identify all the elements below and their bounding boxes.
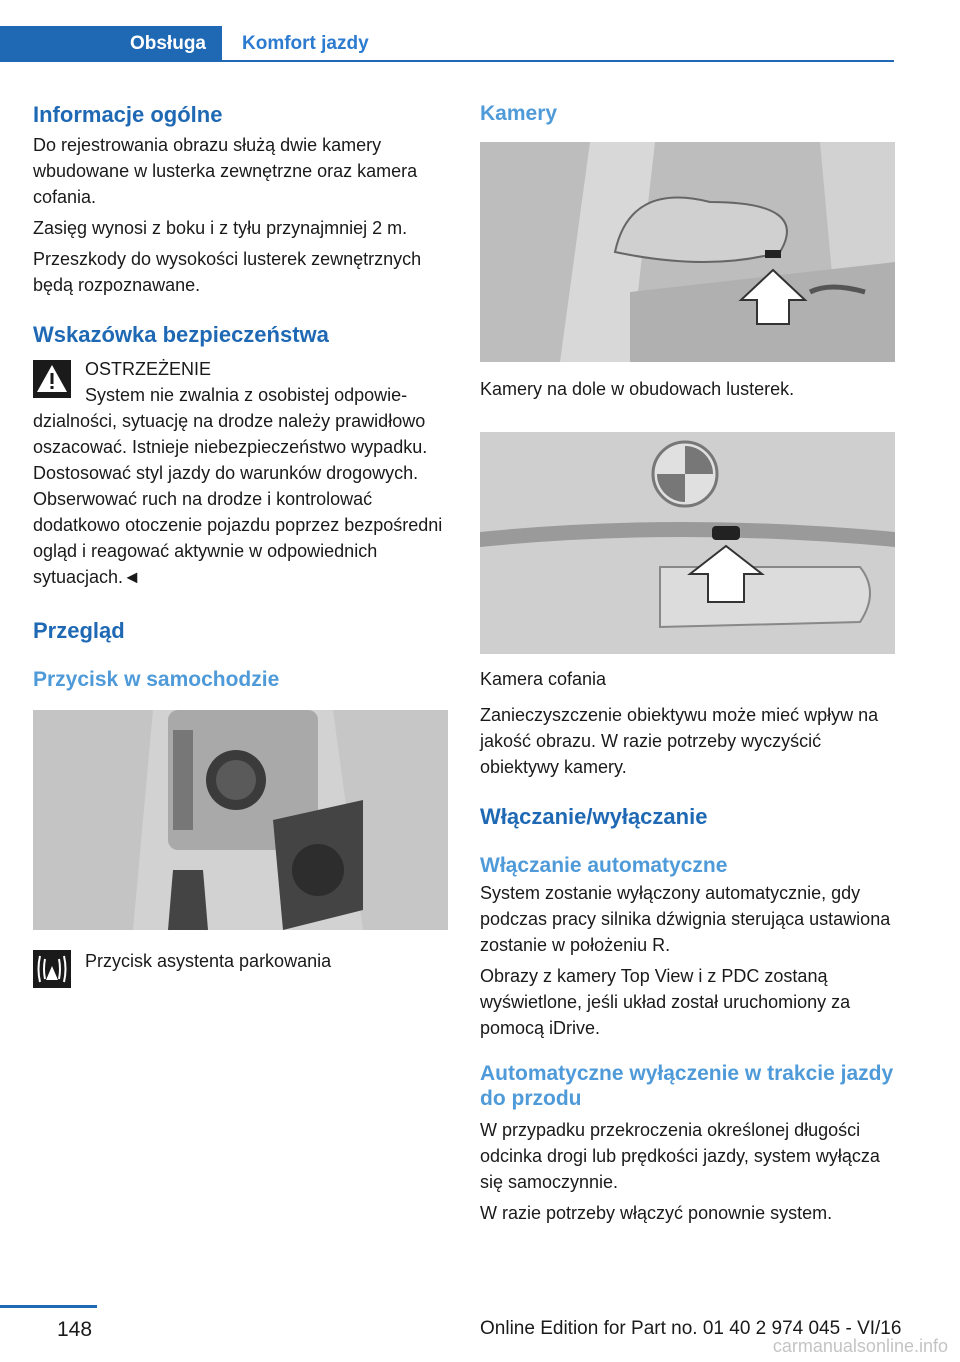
heading-auto-off: Automatyczne wyłączenie w trakcie jazdy do przodu [480,1062,894,1110]
heading-general: Informacje ogólne [33,102,223,127]
heading-auto-on: Włączanie automatyczne [480,854,728,877]
paragraph-dirt: Zanieczyszczenie obiektywu może mieć wpływ na jakość obrazu. W razie potrzeby wyczyścić obiektywy kamery. [480,705,879,777]
tab-komfort-jazdy[interactable]: Komfort jazdy [242,33,369,54]
mirror-camera-illustration [480,142,895,362]
rear-camera-caption: Kamera cofania [480,669,607,689]
heading-button-in-car: Przycisk w samochodzie [33,668,280,691]
header-tabs [0,26,369,62]
edition-info: Online Edition for Part no. 01 40 2 974 045 - VI/16 [480,1318,902,1339]
button-caption-row [33,948,448,992]
paragraph-images: Obrazy z kamery Top View i z PDC zostaną wyświetlone, jeśli układ został uruchomiony za pomocą iDrive. [480,966,851,1038]
mirror-camera-caption: Kamery na dole w obudowach lusterek. [480,379,795,399]
paragraph-obstacles: Przeszkody do wysokości lusterek zewnętrznych będą rozpoznawane. [33,249,422,295]
warning-box [33,356,448,382]
page-number: 148 [57,1318,93,1341]
warning-title: OSTRZEŻENIE [85,359,212,379]
button-caption: Przycisk asystenta parkowania [85,951,332,971]
rear-camera-photo [480,432,895,654]
heading-cameras: Kamery [480,102,558,125]
left-column [33,100,448,992]
paragraph-reenable: W razie potrzeby włączyć ponownie system. [480,1203,833,1223]
paragraph-auto-off: W przypadku przekroczenia określonej długości odcinka drogi lub prędkości jazdy, system wyłącza się samoczynnie. [480,1120,880,1192]
paragraph-range: Zasięg wynosi z boku i z tyłu przynajmniej 2 m. [33,218,408,238]
watermark: carmanualsonline.info [772,1336,948,1356]
tab-obsluga[interactable] [0,26,222,62]
header-rule [222,60,894,62]
paragraph-auto-on: System zostanie wyłączony automatycznie, gdy podczas pracy silnika dźwignia sterująca ustawiona zostanie w położeniu R. [480,883,891,955]
rear-camera-illustration [480,432,895,654]
warning-text: System nie zwalnia z osobistej odpowiedzialności, sytuację na drodze należy prawidłowo oszacować. Istnieje niebezpieczeństwo wypadku. Dostosować styl jazdy do warunków drogowych. Obserwować ruch na drodze i kontrolować dodatkowo otoczenie pojazdu poprzez bezpośredni ogląd i reagować aktywnie w odpowiednich sytuacjach.◄ [33,385,443,587]
mirror-camera-photo [480,142,895,362]
heading-safety: Wskazówka bezpieczeństwa [33,322,329,347]
tab-obsluga-label: Obsługa [129,33,206,54]
center-console-photo [33,710,448,930]
warning-triangle-icon [33,360,71,398]
park-assist-button-icon [33,950,71,988]
center-console-illustration [33,710,448,930]
paragraph-cameras-intro: Do rejestrowania obrazu służą dwie kamery wbudowane w lusterka zewnętrzne oraz kamera cofania. [33,135,418,207]
heading-overview: Przegląd [33,618,125,643]
right-column [480,100,895,1226]
footer-rule [0,1305,97,1308]
heading-on-off: Włączanie/wyłączanie [480,804,708,829]
